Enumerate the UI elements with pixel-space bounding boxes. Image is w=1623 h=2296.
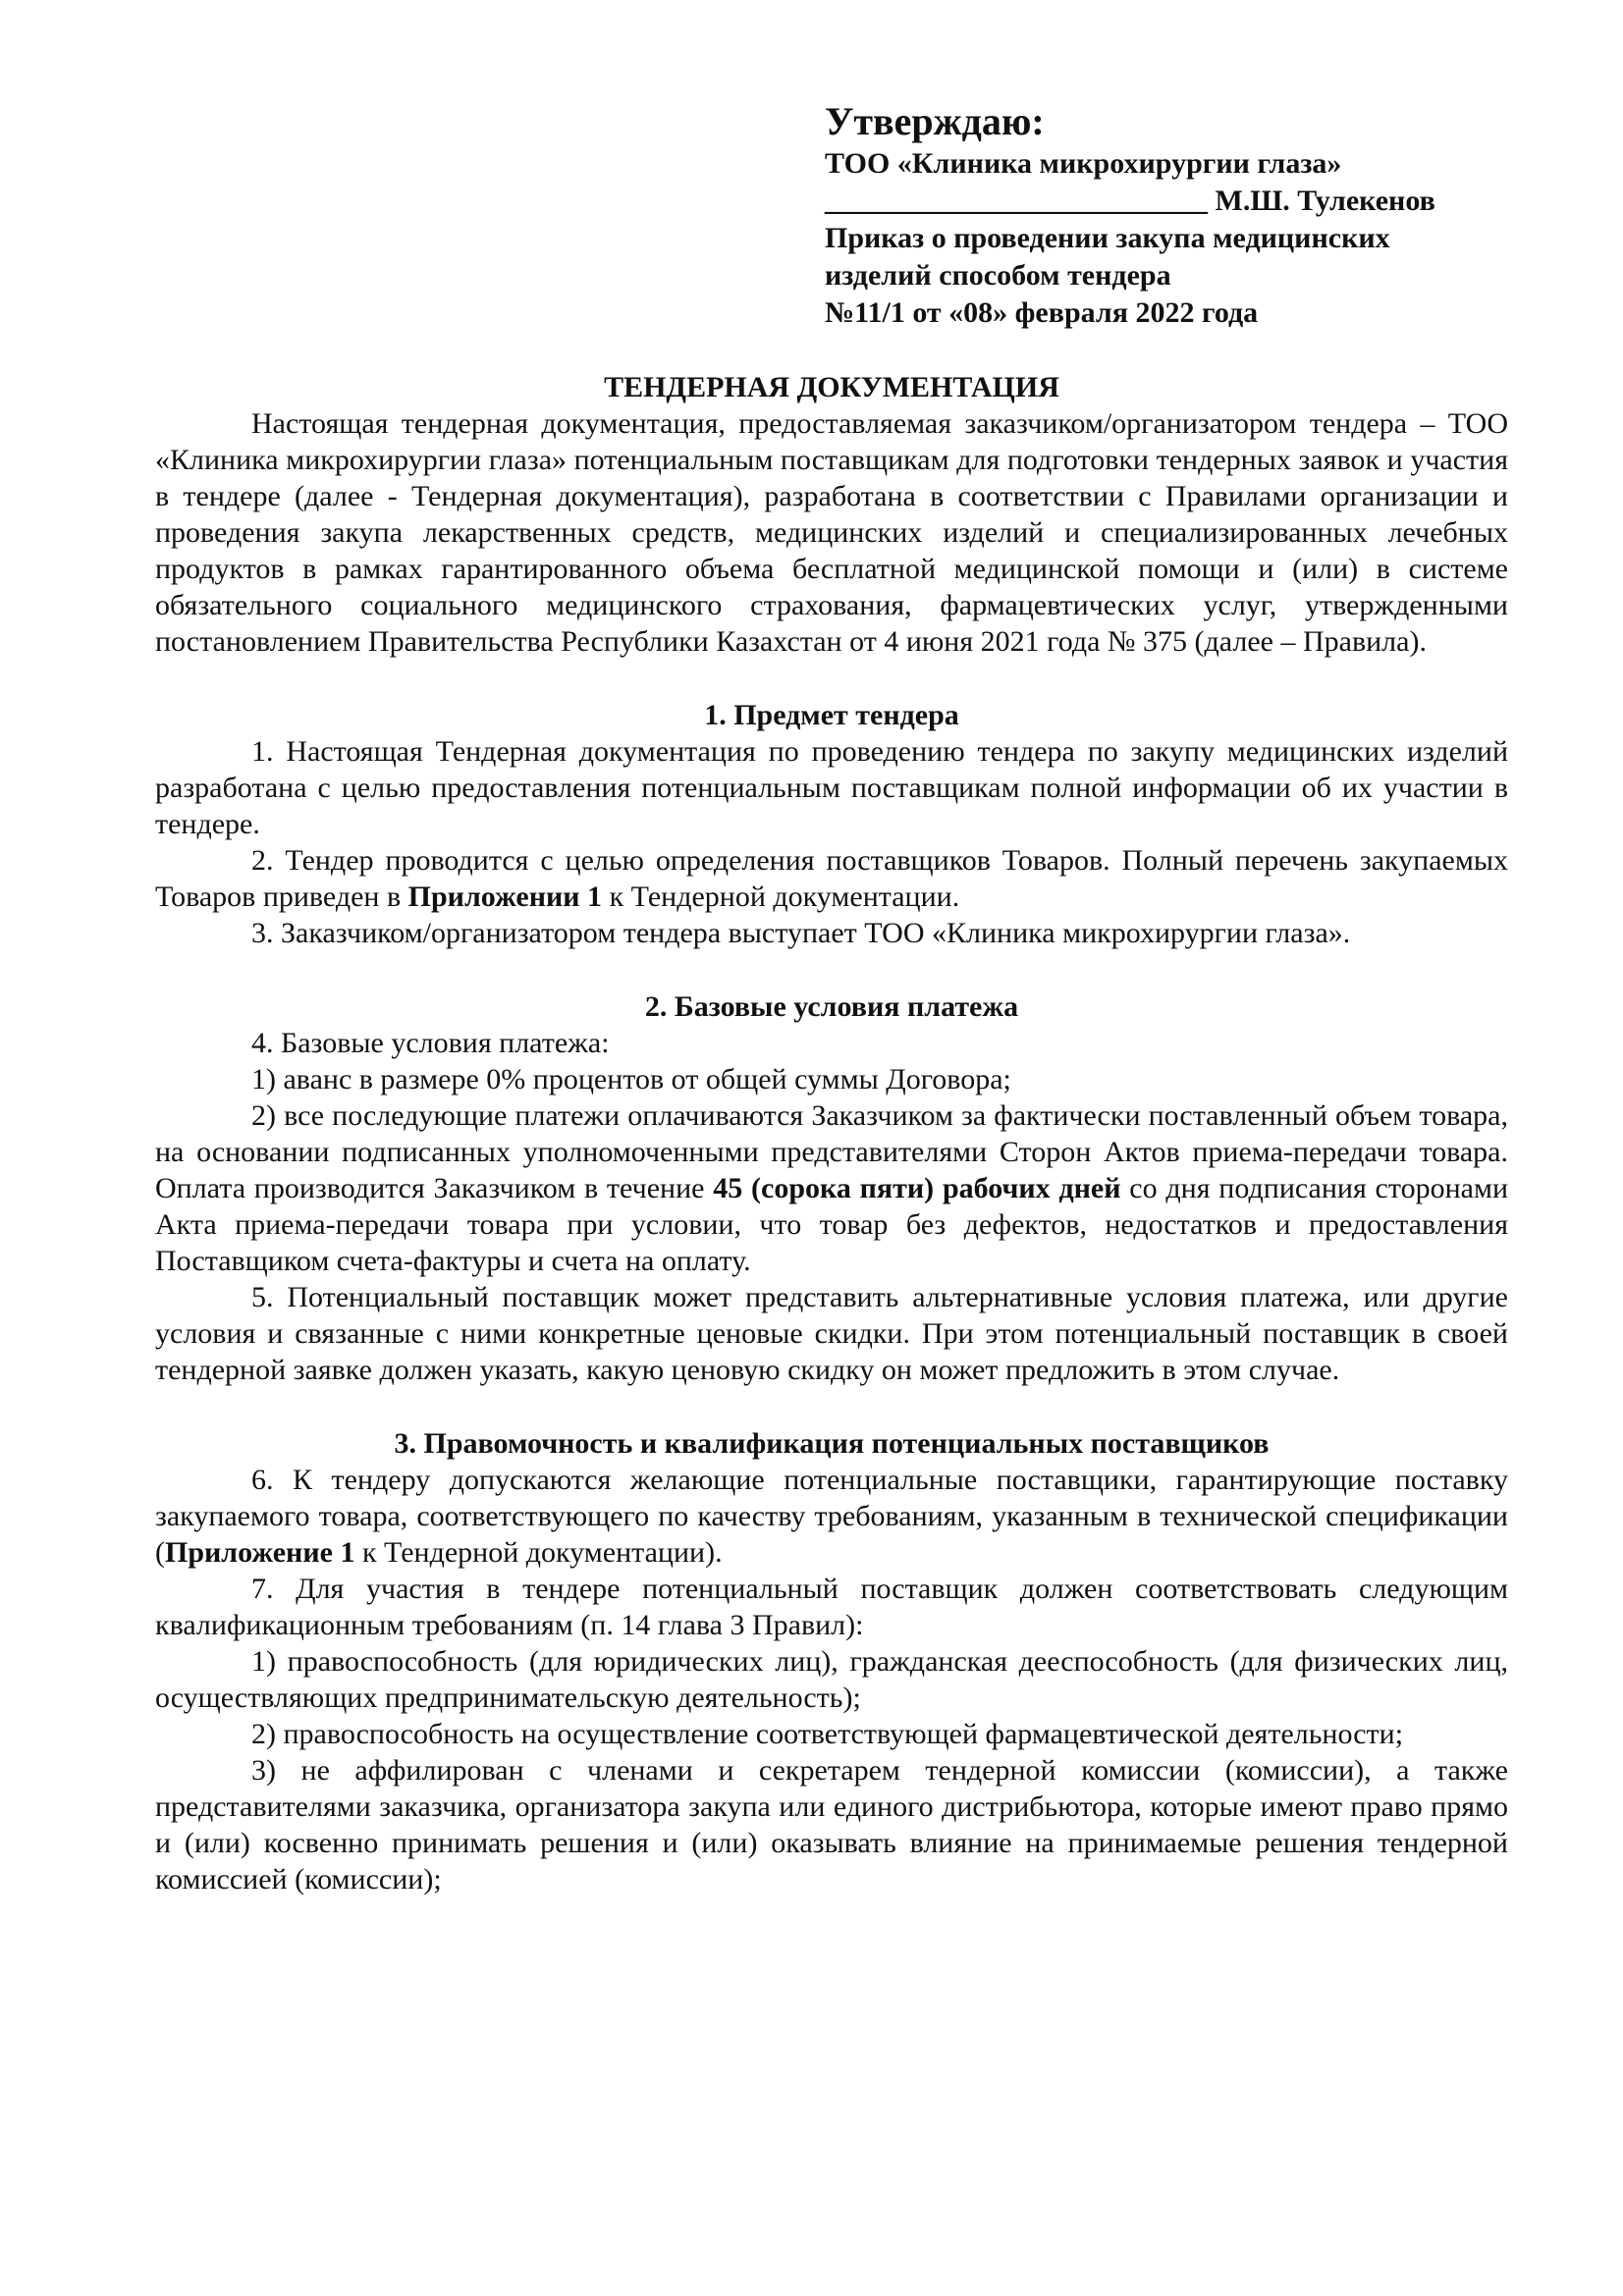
clause-6-appendix-ref: Приложение 1: [165, 1536, 355, 1569]
clause-7-item-2: 2) правоспособность на осуществление соответствующей фармацевтической деятельности;: [251, 1718, 1404, 1750]
clause-4-item-2: [155, 1097, 1508, 1279]
clause-4: 4. Базовые условия платежа:: [251, 1027, 610, 1059]
clause-6-text-a: 6. К тендеру допускаются желающие потенциальные поставщики, гарантирующие поставку закупаемого товара, соответствующего по качеству требованиям, указанным в технической спецификации (: [155, 1464, 1508, 1569]
approval-signature-line: __________________________ М.Ш. Тулекенов: [825, 185, 1435, 217]
section-2-heading: 2. Базовые условия платежа: [644, 990, 1019, 1023]
approval-block: [825, 98, 1532, 332]
clause-4-item-2-text-a: 2) все последующие платежи оплачиваются Заказчиком за фактически поставленный объем товара, на основании подписанных уполномоченными представителями Сторон Актов приема-передачи товара. Оплата производится Заказчиком в течение: [155, 1099, 1508, 1204]
clause-7: 7. Для участия в тендере потенциальный поставщик должен соответствовать следующим квалификационным требованиям (п. 14 глава 3 Правил):: [155, 1573, 1508, 1641]
document-body: [155, 369, 1508, 1897]
clause-5: 5. Потенциальный поставщик может представить альтернативные условия платежа, или другие условия и связанные с ними конкретные ценовые скидки. При этом потенциальный поставщик в своей тендерной заявке должен указать, какую ценовую скидку он может предложить в этом случае.: [155, 1281, 1508, 1386]
approval-order-line-3: №11/1 от «08» февраля 2022 года: [825, 296, 1259, 329]
clause-7-item-1: 1) правоспособность (для юридических лиц), гражданская дееспособность (для физических лиц, осуществляющих предпринимательскую деятельность);: [155, 1645, 1508, 1714]
clause-6: [155, 1462, 1508, 1571]
clause-2-text-c: к Тендерной документации.: [602, 881, 960, 913]
clause-2-text-a: 2. Тендер проводится с целью определения поставщиков Товаров. Полный перечень закупаемых Товаров приведен в: [155, 844, 1508, 913]
clause-3: 3. Заказчиком/организатором тендера выступает ТОО «Клиника микрохирургии глаза».: [251, 917, 1351, 949]
section-3-heading: 3. Правомочность и квалификация потенциальных поставщиков: [394, 1427, 1270, 1460]
intro-paragraph: Настоящая тендерная документация, предоставляемая заказчиком/организатором тендера – ТОО «Клиника микрохирургии глаза» потенциальным поставщикам для подготовки тендерных заявок и участия в тендере (далее - Тендерная документация), разработана в соответствии с Правилами организации и проведения закупа лекарственных средств, медицинских изделий и специализированных лечебных продуктов в рамках гарантированного объема бесплатной медицинской помощи и (или) в системе обязательного социального медицинского страхования, фармацевтических услуг, утвержденными постановлением Правительства Республики Казахстан от 4 июня 2021 года № 375 (далее – Правила).: [155, 407, 1508, 658]
clause-6-text-c: к Тендерной документации).: [354, 1536, 723, 1569]
approval-order-line-2: изделий способом тендера: [825, 259, 1171, 292]
clause-4-item-2-days: 45 (сорока пяти) рабочих дней: [713, 1172, 1121, 1204]
document-title: ТЕНДЕРНАЯ ДОКУМЕНТАЦИЯ: [604, 371, 1059, 403]
approval-heading: Утверждаю:: [825, 99, 1045, 143]
clause-2: [155, 842, 1508, 915]
clause-4-item-1: 1) аванс в размере 0% процентов от общей суммы Договора;: [251, 1063, 1011, 1095]
section-1-heading: 1. Предмет тендера: [704, 699, 959, 731]
approval-order-line-1: Приказ о проведении закупа медицинских: [825, 222, 1390, 254]
clause-2-appendix-ref: Приложении 1: [407, 881, 603, 913]
approval-org: ТОО «Клиника микрохирургии глаза»: [825, 147, 1342, 180]
clause-4-item-2-text-c: со дня подписания сторонами Акта приема-передачи товара при условии, что товар без дефектов, недостатков и предоставления Поставщиком счета-фактуры и счета на оплату.: [155, 1172, 1509, 1277]
clause-7-item-3: 3) не аффилирован с членами и секретарем тендерной комиссии (комиссии), а также представителями заказчика, организатора закупа или единого дистрибьютора, которые имеют право прямо и (или) косвенно принимать решения и (или) оказывать влияние на принимаемые решения тендерной комиссией (комиссии);: [155, 1754, 1508, 1896]
clause-1: 1. Настоящая Тендерная документация по проведению тендера по закупу медицинских изделий разработана с целью предоставления потенциальным поставщикам полной информации об их участии в тендере.: [155, 735, 1508, 840]
